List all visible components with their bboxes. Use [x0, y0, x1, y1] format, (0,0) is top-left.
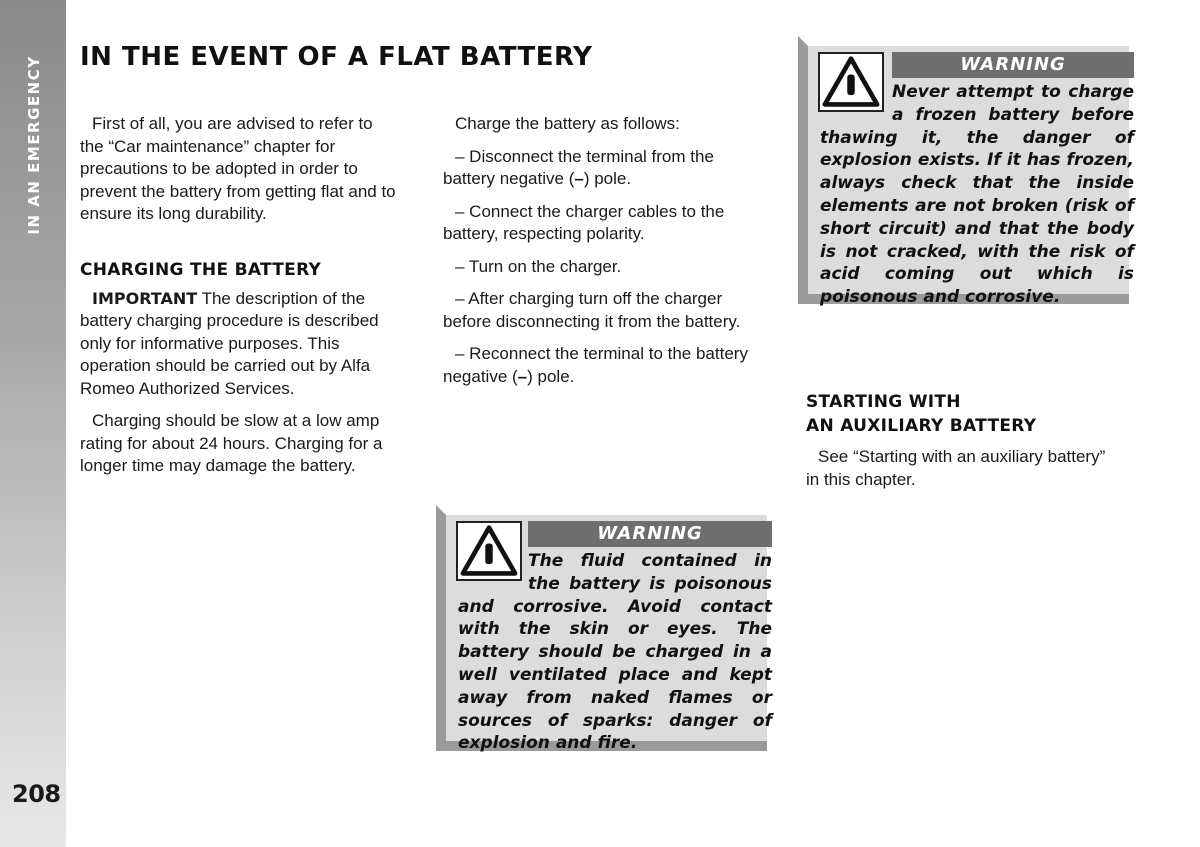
- step-connect: – Connect the charger cables to the battery, respecting polarity.: [443, 201, 725, 243]
- section-label: IN AN EMERGENCY: [25, 55, 43, 235]
- step-turn-off: – After charging turn off the charger before disconnecting it from the battery.: [443, 289, 741, 331]
- important-label: IMPORTANT: [92, 288, 198, 308]
- aux-battery-heading: [806, 390, 1122, 438]
- warning-label: WARNING: [892, 52, 1134, 78]
- warning-text-content: Never attempt to charge a frozen battery before thawing it, the danger of explosion exists. If it has frozen, always check that the inside elements are not broken (risk of short circuit) and that the body is not cracked, with the risk of acid coming out which is poisonous and corrosive.: [820, 82, 1134, 308]
- step-disconnect: [443, 146, 759, 191]
- page-number: 208: [12, 780, 61, 808]
- warning-text: [458, 550, 772, 755]
- warning-text: [820, 81, 1134, 309]
- negative-pole-symbol: –: [517, 366, 528, 386]
- warning-box-fluid: [436, 515, 772, 754]
- warning-label: WARNING: [528, 521, 772, 547]
- step-turn-on: – Turn on the charger.: [455, 256, 622, 276]
- important-paragraph: [80, 288, 396, 401]
- intro-paragraph: First of all, you are advised to refer to the “Car maintenance” chapter for precautions to be adopted in order to prevent the battery from getting flat and to ensure its long durability.: [80, 114, 396, 223]
- step-reconnect-end: ) pole.: [527, 366, 575, 386]
- aux-heading-line1: STARTING WITH: [806, 392, 961, 412]
- step-reconnect-text: – Reconnect the terminal to the battery negative (: [443, 344, 748, 386]
- slow-charge-paragraph: Charging should be slow at a low amp rating for about 24 hours. Charging for a longer time may damage the battery.: [80, 411, 383, 475]
- charging-heading: CHARGING THE BATTERY: [80, 259, 322, 280]
- step-disconnect-end: ) pole.: [583, 169, 632, 188]
- column-left: [80, 113, 396, 488]
- aux-heading-line2: AN AUXILIARY BATTERY: [806, 416, 1037, 436]
- column-middle: [443, 113, 759, 398]
- steps-intro: Charge the battery as follows:: [455, 114, 680, 133]
- step-reconnect: [443, 343, 759, 388]
- important-text: The description of the battery charging procedure is described only for informative purposes. This operation should be carried out by Alfa Romeo Authorized Services.: [80, 288, 379, 398]
- aux-battery-text: See “Starting with an auxiliary battery” in this chapter.: [806, 447, 1106, 489]
- column-right: [806, 390, 1122, 501]
- negative-pole-symbol: –: [574, 169, 584, 188]
- warning-box-frozen: [798, 46, 1134, 308]
- step-disconnect-text: – Disconnect the terminal from the battery negative (: [443, 146, 714, 188]
- warning-text-content: The fluid contained in the battery is poisonous and corrosive. Avoid contact with the skin or eyes. The battery should be charged in a well ventilated place and kept away from naked flames or sources of sparks: danger of explosion and fire.: [458, 551, 772, 754]
- sidebar: [0, 0, 66, 847]
- page-title: IN THE EVENT OF A FLAT BATTERY: [80, 42, 593, 72]
